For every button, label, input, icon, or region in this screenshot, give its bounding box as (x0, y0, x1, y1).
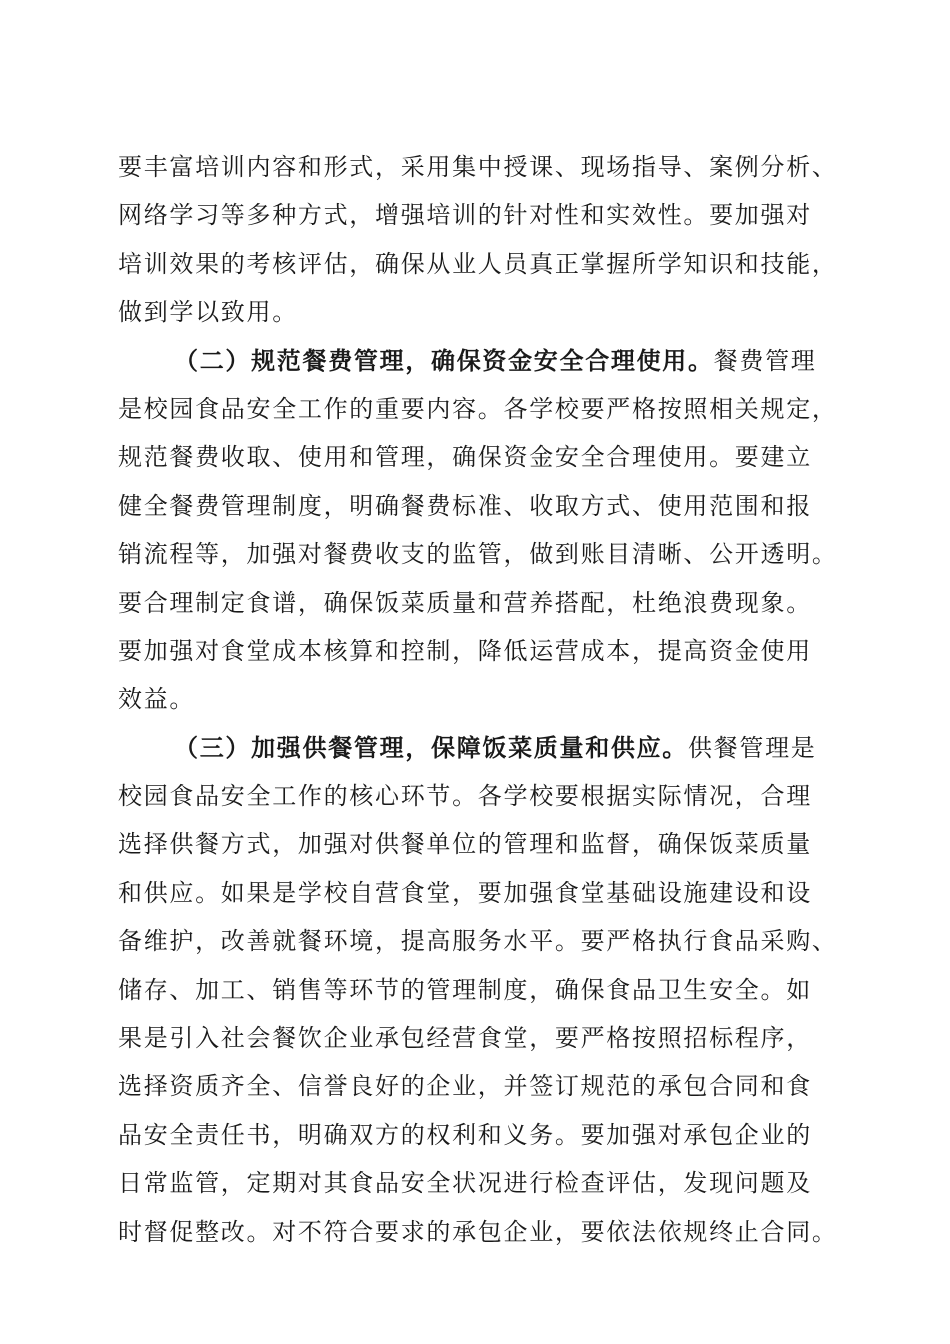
text-line: 果是引入社会餐饮企业承包经营食堂，要严格按照招标程序， (118, 1024, 812, 1053)
paragraph-first-line (118, 337, 832, 385)
text-line: 储存、加工、销售等环节的管理制度，确保食品卫生安全。如 (118, 975, 812, 1004)
text-fragment: 供餐管理是 (688, 733, 817, 762)
text-line: 要合理制定食谱，确保饭菜质量和营养搭配，杜绝浪费现象。 (118, 588, 812, 617)
text-line: 和供应。如果是学校自营食堂，要加强食堂基础设施建设和设 (118, 878, 812, 907)
text-fragment: 餐费管理 (713, 346, 817, 375)
text-line: 选择资质齐全、信誉良好的企业，并签订规范的承包合同和食 (118, 1072, 812, 1101)
text-line: 是校园食品安全工作的重要内容。各学校要严格按照相关规定， (118, 394, 838, 423)
text-line: 时督促整改。对不符合要求的承包企业，要依法依规终止合同。 (118, 1217, 838, 1246)
text-line: 销流程等，加强对餐费收支的监管，做到账目清晰、公开透明。 (118, 540, 838, 569)
text-line: 做到学以致用。 (118, 298, 298, 327)
text-line: 选择供餐方式，加强对供餐单位的管理和监督，确保饭菜质量 (118, 830, 812, 859)
text-line: 网络学习等多种方式，增强培训的针对性和实效性。要加强对 (118, 201, 812, 230)
text-line: 日常监管，定期对其食品安全状况进行检查评估，发现问题及 (118, 1169, 812, 1198)
text-line: 培训效果的考核评估，确保从业人员真正掌握所学知识和技能， (118, 249, 838, 278)
text-line: 效益。 (118, 685, 196, 714)
text-line: 规范餐费收取、使用和管理，确保资金安全合理使用。要建立 (118, 443, 812, 472)
text-line: 备维护，改善就餐环境，提高服务水平。要严格执行食品采购、 (118, 927, 838, 956)
paragraph-first-line (118, 724, 832, 772)
text-line: 健全餐费管理制度，明确餐费标准、收取方式、使用范围和报 (118, 491, 812, 520)
document-body (118, 143, 838, 1256)
text-line: 品安全责任书，明确双方的权利和义务。要加强对承包企业的 (118, 1120, 812, 1149)
section-heading: （二）规范餐费管理，确保资金安全合理使用。 (174, 345, 714, 375)
text-line: 校园食品安全工作的核心环节。各学校要根据实际情况，合理 (118, 782, 812, 811)
text-line: 要加强对食堂成本核算和控制，降低运营成本，提高资金使用 (118, 636, 812, 665)
text-line: 要丰富培训内容和形式，采用集中授课、现场指导、案例分析、 (118, 153, 838, 181)
section-heading: （三）加强供餐管理，保障饭菜质量和供应。 (174, 732, 688, 762)
